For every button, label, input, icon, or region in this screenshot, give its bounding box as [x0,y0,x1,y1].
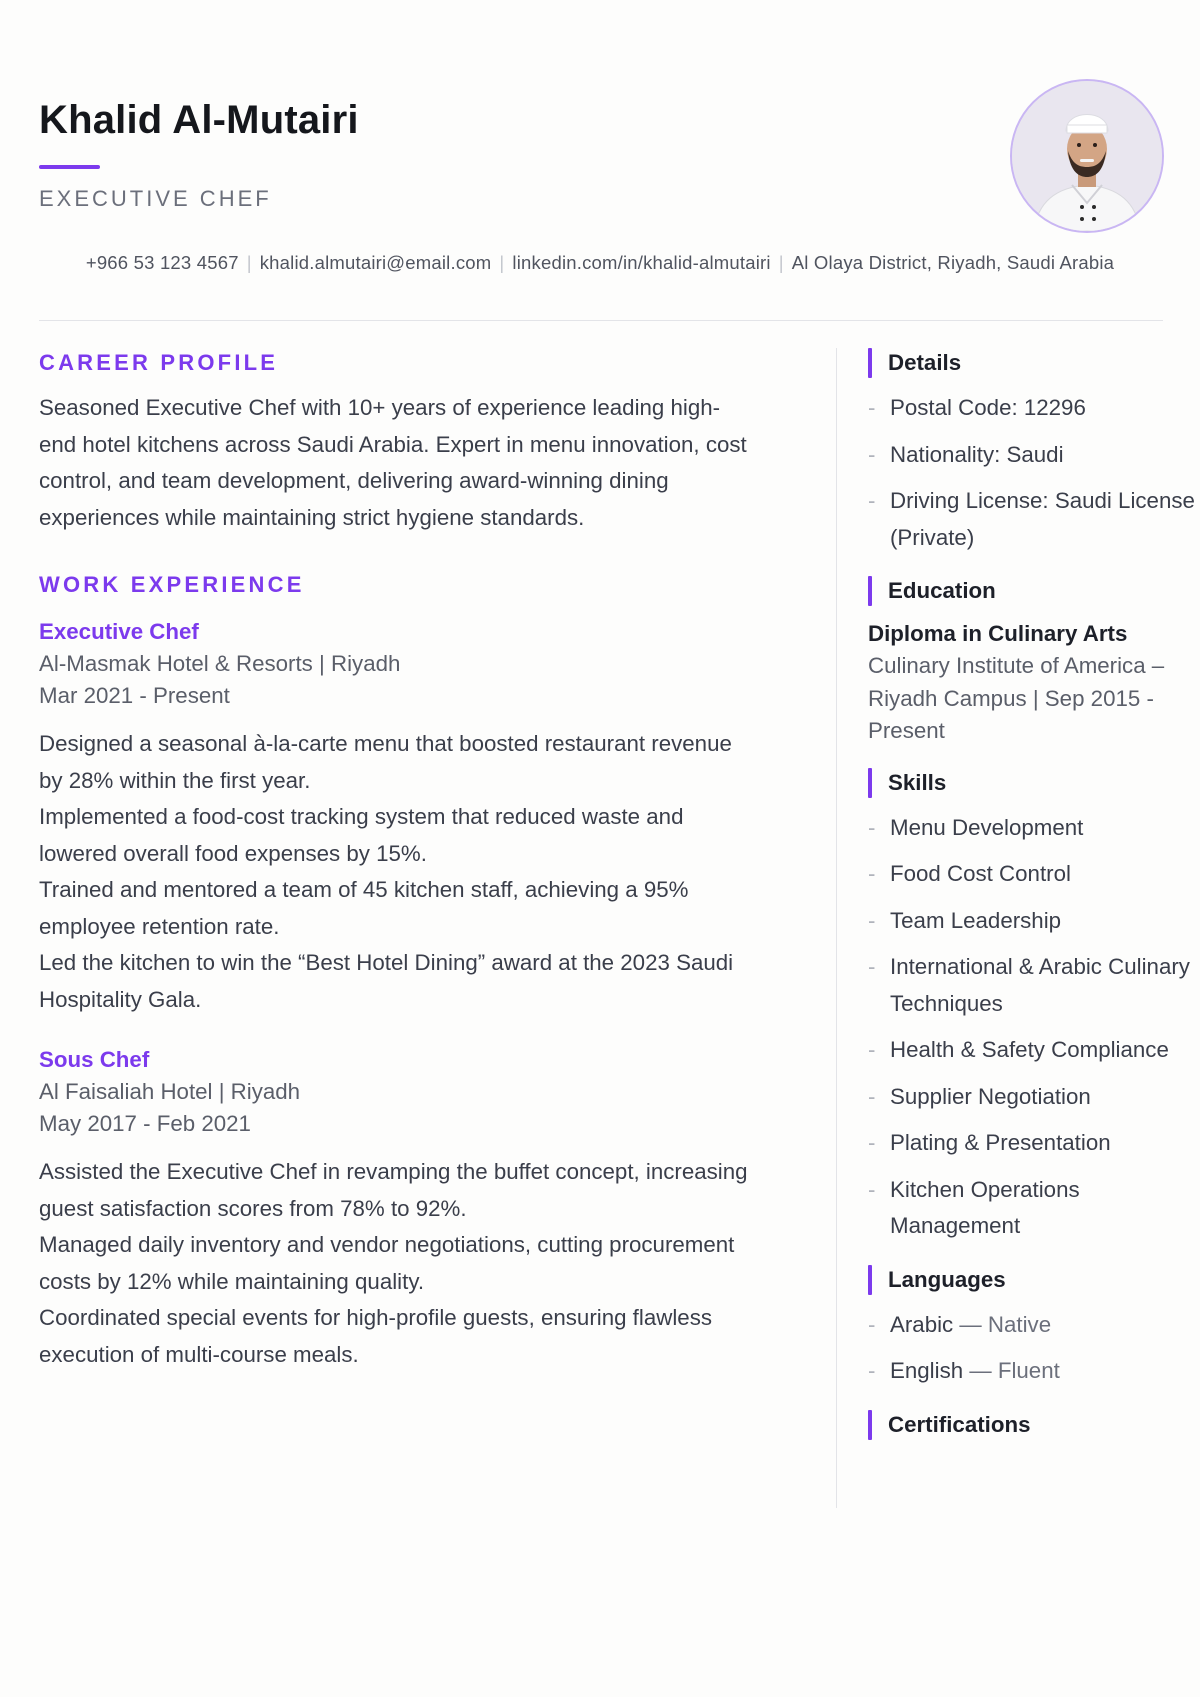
career-profile-text: Seasoned Executive Chef with 10+ years of experience leading high-end hotel kitchens across Saudi Arabia. Expert in menu innovation, cost control, and team development, delivering award-winning dining experiences while maintaining strict hygiene standards. [39,395,747,530]
skill-item: - Health & Safety Compliance [868,1032,1200,1069]
skills-section [868,766,1200,1245]
header-divider [39,320,1163,321]
details-item: - Postal Code: 12296 [868,390,1200,427]
chef-portrait-icon [1012,81,1162,231]
details-item: - Nationality: Saudi [868,437,1200,474]
skill-item: - Supplier Negotiation [868,1079,1200,1116]
skill-item: - International & Arabic Culinary Techniques [868,949,1200,1022]
skill-item: - Menu Development [868,810,1200,847]
achievement-item: Led the kitchen to win the “Best Hotel Dining” award at the 2023 Saudi Hospitality Gala. [39,950,734,1012]
languages-heading: Languages [868,1263,1200,1297]
contact-separator: | [246,252,252,273]
education-school: Culinary Institute of America – Riyadh Campus | Sep 2015 - Present [868,653,1165,743]
sidebar-column [868,346,1200,1442]
column-divider [836,348,837,1508]
job-achievements [39,1154,749,1373]
work-experience-heading: WORK EXPERIENCE [39,572,305,597]
achievement-item: Trained and mentored a team of 45 kitchen staff, achieving a 95% employee retention rate. [39,877,689,939]
education-degree: Diploma in Culinary Arts [868,621,1128,646]
education-section [868,574,1200,748]
achievement-item: Assisted the Executive Chef in revamping the buffet concept, increasing guest satisfaction scores from 78% to 92%. [39,1159,748,1221]
language-name: Arabic [890,1311,954,1337]
language-separator: — [953,1311,988,1337]
main-column [39,346,749,1373]
details-heading: Details [868,346,1200,380]
job-role: Executive Chef [39,619,199,644]
job-dates: Mar 2021 - Present [39,683,230,708]
languages-list [868,1307,1200,1390]
job-achievements [39,726,749,1018]
skill-item: - Kitchen Operations Management [868,1172,1200,1245]
education-heading: Education [868,574,1200,608]
candidate-name: Khalid Al-Mutairi [39,98,359,142]
contact-email[interactable]: khalid.almutairi@email.com [259,252,492,273]
achievement-item: Coordinated special events for high-profile guests, ensuring flawless execution of multi-course meals. [39,1305,712,1367]
details-list [868,390,1200,556]
language-item [868,1307,1200,1344]
achievement-item: Designed a seasonal à-la-carte menu that boosted restaurant revenue by 28% within the first year. [39,731,732,793]
language-level: Native [987,1311,1052,1337]
language-name: English [890,1358,964,1383]
contact-linkedin[interactable]: linkedin.com/in/khalid-almutairi [512,252,771,273]
job-company: Al Faisaliah Hotel | Riyadh [39,1079,301,1104]
contact-location: Al Olaya District, Riyadh, Saudi Arabia [791,252,1115,273]
name-underline [39,165,100,169]
candidate-title: EXECUTIVE CHEF [39,186,272,211]
details-item: - Driving License: Saudi License (Private) [868,483,1200,556]
languages-section [868,1263,1200,1390]
skill-item: - Food Cost Control [868,856,1200,893]
skill-item: - Plating & Presentation [868,1125,1200,1162]
career-profile-heading: CAREER PROFILE [39,350,279,375]
language-separator: — [963,1358,998,1383]
job-company: Al-Masmak Hotel & Resorts | Riyadh [39,651,401,676]
achievement-item: Managed daily inventory and vendor negotiations, cutting procurement costs by 12% while maintaining quality. [39,1232,735,1294]
skills-list [868,810,1200,1245]
contact-separator: | [499,252,505,273]
job-entry [39,1044,749,1373]
skill-item: - Team Leadership [868,903,1200,940]
certifications-heading: Certifications [868,1408,1200,1442]
job-entry [39,616,749,1018]
achievement-item: Implemented a food-cost tracking system that reduced waste and lowered overall food expenses by 15%. [39,804,684,866]
language-item [868,1353,1200,1390]
contact-phone[interactable]: +966 53 123 4567 [85,252,239,273]
profile-photo [1010,79,1164,233]
contact-separator: | [778,252,784,273]
job-role: Sous Chef [39,1047,150,1072]
job-dates: May 2017 - Feb 2021 [39,1111,251,1136]
contact-line [40,250,1160,276]
language-level: Fluent [997,1358,1060,1383]
skills-heading: Skills [868,766,1200,800]
certifications-section [868,1408,1200,1442]
